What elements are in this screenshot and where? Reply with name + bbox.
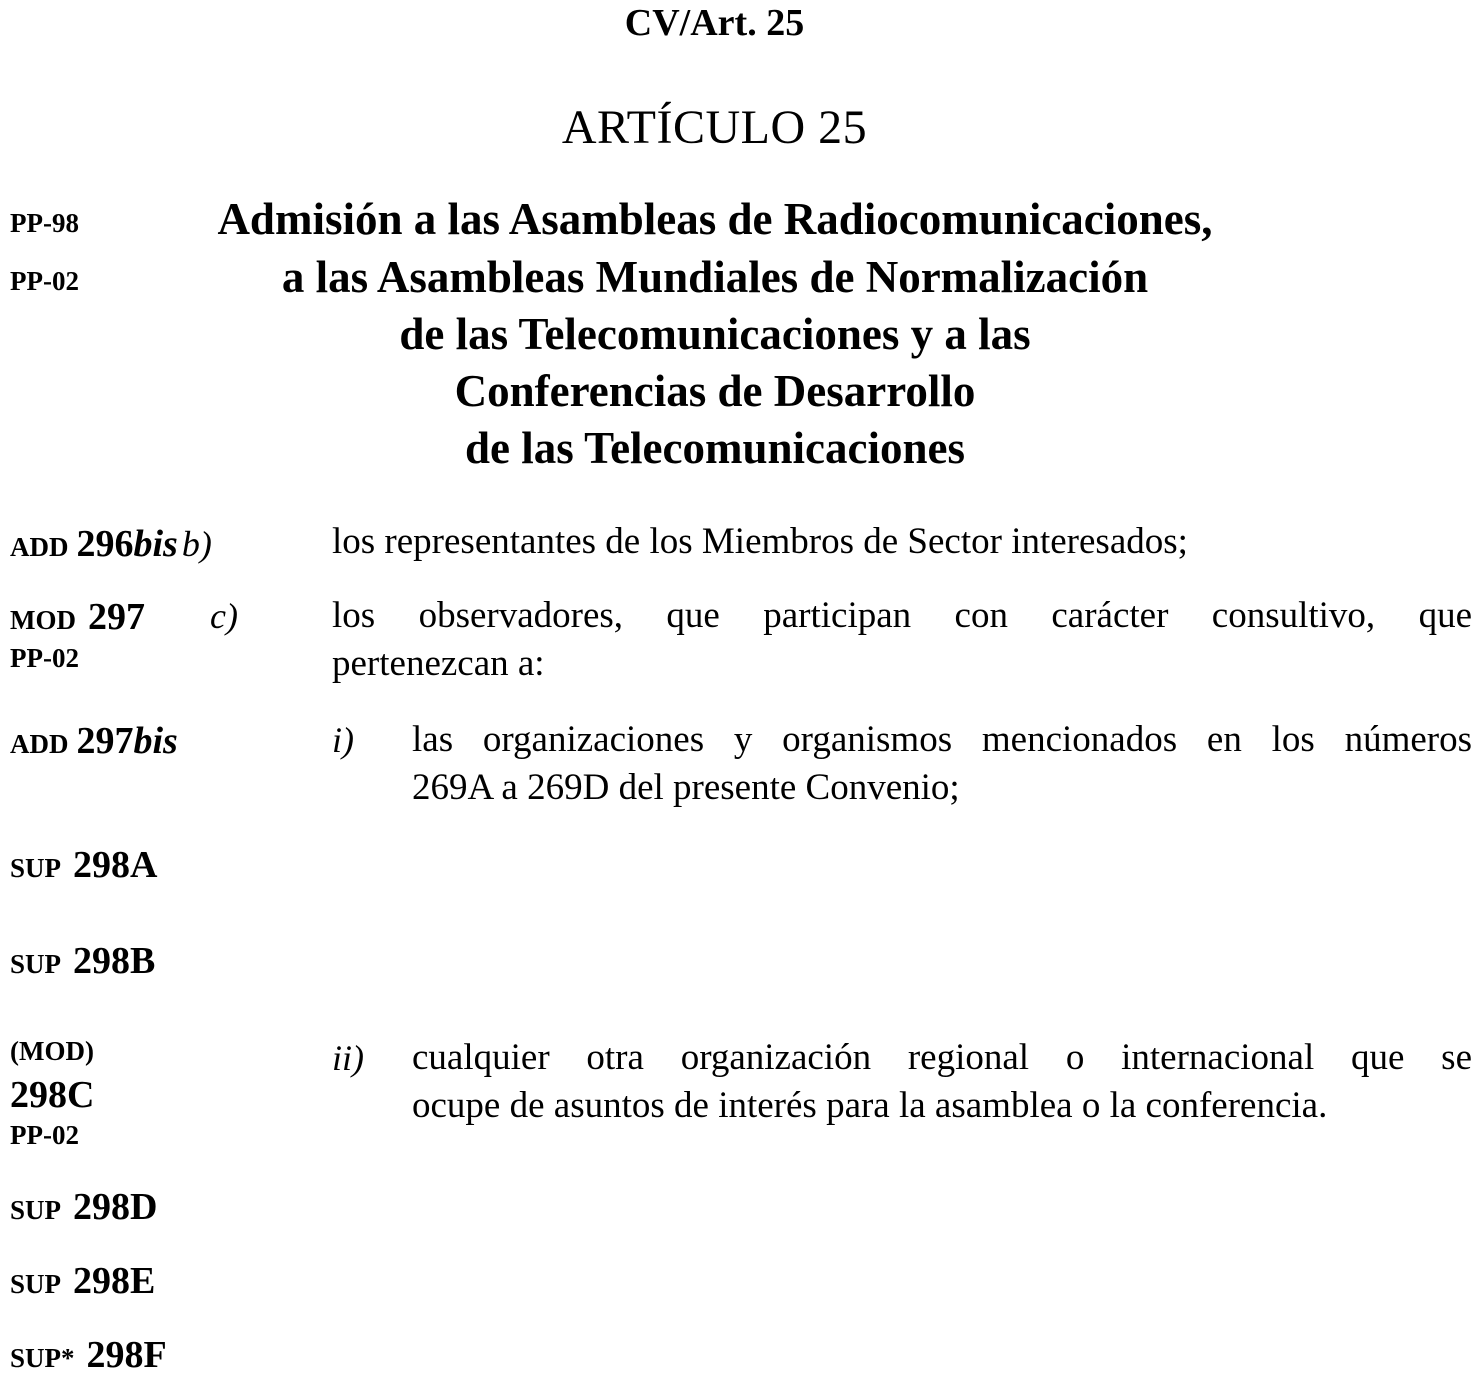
provision-298c-enum: ii) bbox=[332, 1038, 364, 1078]
provision-298c-text-line2: ocupe de asuntos de interés para la asamblea o la conferencia. bbox=[412, 1085, 1328, 1126]
provision-298c-action: (MOD) bbox=[10, 1036, 94, 1066]
page-header: CV/Art. 25 bbox=[624, 2, 805, 44]
provision-number: 298F bbox=[86, 1334, 167, 1376]
action-label: SUP bbox=[10, 1269, 62, 1299]
action-label: SUP* bbox=[10, 1343, 75, 1373]
provision-number: 297 bbox=[76, 720, 134, 762]
action-label: MOD bbox=[10, 605, 76, 635]
provision-298d-ref bbox=[10, 1188, 157, 1226]
provision-297bis-text-line1: las organizaciones y organismos mencionados en los números bbox=[412, 719, 1472, 760]
provision-number: 298D bbox=[73, 1186, 158, 1228]
provision-297bis-ref bbox=[10, 722, 178, 760]
provision-number: 298B bbox=[73, 940, 156, 982]
provision-suffix: bis bbox=[133, 523, 178, 565]
provision-number: 298E bbox=[73, 1260, 156, 1302]
title-line-3: de las Telecomunicaciones y a las bbox=[399, 309, 1031, 359]
provision-298b-ref bbox=[10, 942, 155, 980]
action-label: ADD bbox=[10, 729, 69, 759]
provision-297-ref bbox=[10, 598, 145, 636]
title-note-pp98: PP-98 bbox=[10, 208, 79, 238]
title-note-pp02: PP-02 bbox=[10, 266, 79, 296]
provision-296bis-text: los representantes de los Miembros de Sector interesados; bbox=[332, 521, 1188, 562]
provision-298e-ref bbox=[10, 1262, 155, 1300]
provision-297-text-line2: pertenezcan a: bbox=[332, 643, 545, 684]
title-line-5: de las Telecomunicaciones bbox=[464, 423, 965, 473]
action-label: SUP bbox=[10, 853, 62, 883]
provision-298c-note: PP-02 bbox=[10, 1120, 79, 1150]
provision-297-letter: c) bbox=[210, 596, 238, 636]
provision-number: 297 bbox=[87, 596, 145, 638]
provision-number: 296 bbox=[76, 523, 134, 565]
provision-296bis-ref bbox=[10, 525, 212, 563]
provision-297-text-line1: los observadores, que participan con carácter consultivo, que bbox=[332, 595, 1472, 636]
provision-298f-ref bbox=[10, 1336, 167, 1374]
provision-297bis-enum: i) bbox=[332, 720, 354, 760]
provision-number: 298A bbox=[73, 844, 158, 886]
provision-298c-number: 298C bbox=[10, 1074, 95, 1116]
action-label: ADD bbox=[10, 532, 69, 562]
provision-298a-ref bbox=[10, 846, 157, 884]
action-label: SUP bbox=[10, 949, 62, 979]
provision-297bis-text-line2: 269A a 269D del presente Convenio; bbox=[412, 767, 960, 808]
article-heading: ARTÍCULO 25 bbox=[561, 101, 868, 154]
provision-297-note: PP-02 bbox=[10, 643, 79, 673]
title-line-4: Conferencias de Desarrollo bbox=[454, 366, 976, 416]
provision-suffix: bis bbox=[133, 720, 178, 762]
provision-letter: b) bbox=[181, 524, 212, 564]
action-label: SUP bbox=[10, 1195, 62, 1225]
title-line-1: Admisión a las Asambleas de Radiocomunicaciones, bbox=[217, 194, 1213, 244]
provision-298c-text-line1: cualquier otra organización regional o internacional que se bbox=[412, 1037, 1472, 1078]
title-line-2: a las Asambleas Mundiales de Normalización bbox=[281, 252, 1149, 302]
